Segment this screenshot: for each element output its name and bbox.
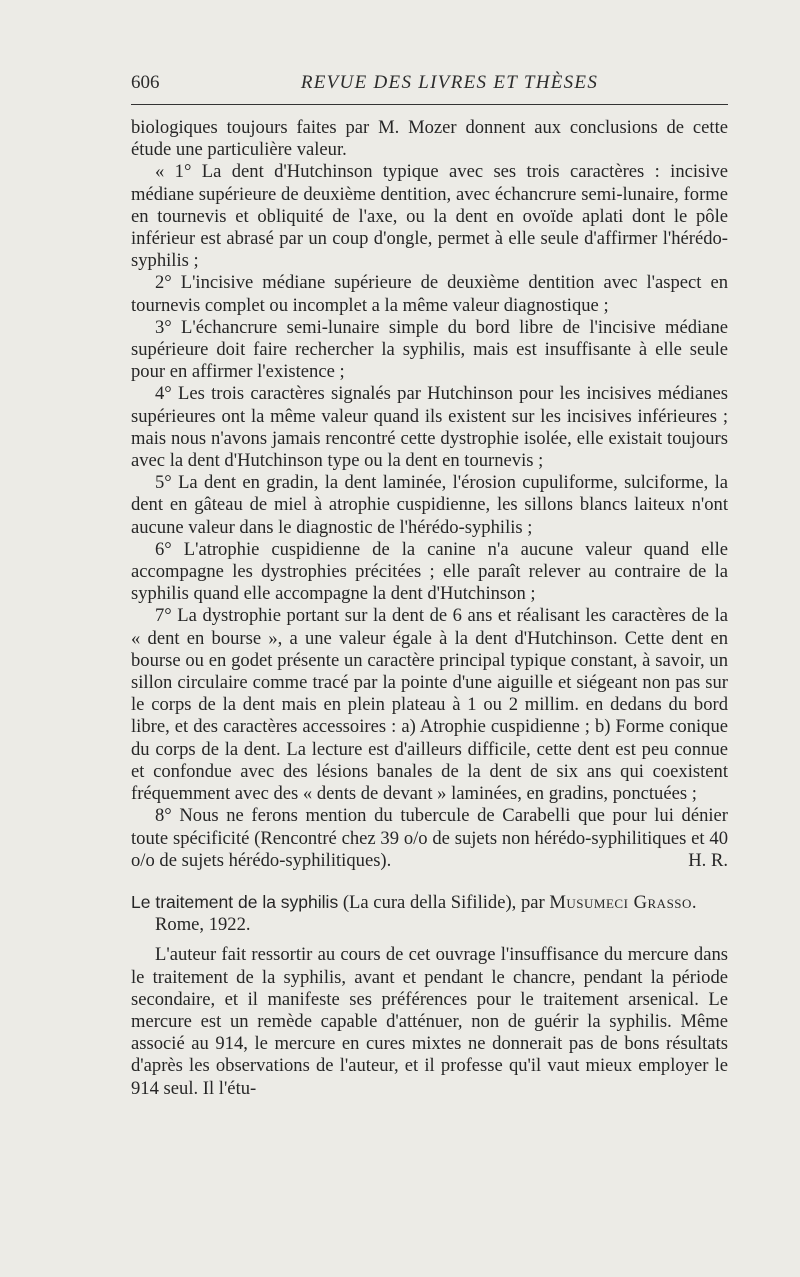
running-title: REVUE DES LIVRES ET THÈSES [300,72,599,93]
conclusion-5: 5° La dent en gradin, la dent laminée, l'érosion cupuliforme, sulciforme, la dent en gâteau de miel à atrophie cuspidienne, les sillons blancs laiteux n'ont aucune valeur dans le diagnostic de l'hérédo-syphilis ; [131,472,728,538]
conclusion-8 [131,805,728,872]
review-title: Le traitement de la syphilis [131,891,339,912]
review-imprint: Rome, 1922. [155,914,251,936]
conclusion-8-text: 8° Nous ne ferons mention du tubercule de Carabelli que pour lui dénier toute spécificité (Rencontré chez 39 o/o de sujets non hérédo-syphilitiques et 40 o/o de sujets hérédo-syphilitiques). [131,805,728,871]
review-body: L'auteur fait ressortir au cours de cet ouvrage l'insuffisance du mercure dans le traitement de la syphilis, avant et pendant le chancre, pendant la période secondaire, et il manifeste ses préférences pour le traitement arsenical. Le mercure est un remède capable d'atténuer, non de guérir la syphilis. Même associé au 914, le mercure en cures mixtes ne donnerait pas de bons résultats d'après les observations de l'auteur, et il professe qu'il vaut mieux employer le 914 seul. Il l'étu- [131,944,728,1099]
review-heading [131,891,728,914]
reviewer-signature: H. R. [688,849,728,871]
review-author: Musumeci Grasso. [549,891,698,913]
page-header [131,72,728,102]
review-by: par [520,891,545,913]
paragraph-continuation: biologiques toujours faites par M. Mozer donnent aux conclusions de cette étude une particulière valeur. [131,117,728,161]
review-original-title: (La cura della Sifilide), [342,891,517,913]
page-number: 606 [131,72,160,93]
conclusion-4: 4° Les trois caractères signalés par Hutchinson pour les incisives médianes supérieures ont la même valeur quand ils existent sur les incisives inférieures ; mais nous n'avons jamais rencontré cette dystrophie isolée, elle existait toujours avec la dent d'Hutchinson type ou la dent en tournevis ; [131,383,728,472]
conclusion-3: 3° L'échancrure semi-lunaire simple du bord libre de l'incisive médiane supérieure doit faire rechercher la syphilis, mais est insuffisante à elle seule pour en affirmer l'existence ; [131,316,728,383]
conclusion-7: 7° La dystrophie portant sur la dent de 6 ans et réalisant les caractères de la « dent en bourse », a une valeur égale à la dent d'Hutchinson. Cette dent en bourse ou en godet présente un caractère principal typique constant, à savoir, un sillon circulaire comme tracé par la pointe d'une aiguille et siégeant non pas sur le corps de la dent mais en plein plateau à 1 ou 2 millim. en dedans du bord libre, et des caractères accessoires : a) Atrophie cuspidienne ; b) Forme conique du corps de la dent. La lecture est d'ailleurs difficile, cette dent est peu connue et confondue avec des lésions banales de la dent de six ans qui coexistent fréquemment avec des « dents de devant » laminées, en gradins, ponctuées ; [131,605,728,805]
conclusion-6: 6° L'atrophie cuspidienne de la canine n'a aucune valeur quand elle accompagne les dystrophies précitées ; elle paraît relever au contraire de la syphilis quand elle accompagne la dent d'Hutchinson ; [131,538,728,605]
header-rule [131,104,728,105]
body-text [131,117,728,1100]
conclusion-1: « 1° La dent d'Hutchinson typique avec ses trois caractères : incisive médiane supérieure de deuxième dentition, avec échancrure semi-lunaire, forme en tournevis et obliquité de l'axe, ou la dent en ovoïde aplati dont le pôle inférieur est abrasé par un coup d'ongle, permet à elle seule d'affirmer l'hérédo-syphilis ; [131,161,728,272]
conclusion-2: 2° L'incisive médiane supérieure de deuxième dentition avec l'aspect en tournevis complet ou incomplet a la même valeur diagnostique ; [131,272,728,316]
